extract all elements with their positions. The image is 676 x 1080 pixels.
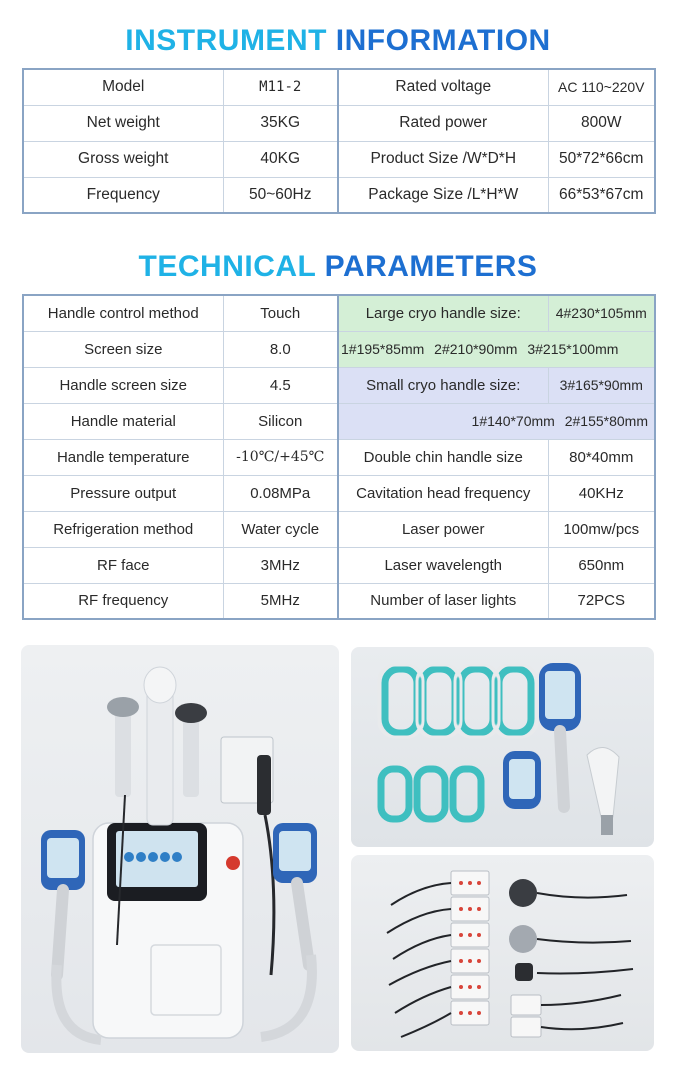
param-label: Handle screen size [23,367,223,403]
param-value: 72PCS [548,583,655,619]
table-row [23,141,655,177]
param-value: 8.0 [223,331,338,367]
heading-word: PARAMETERS [324,250,538,283]
param-label: Laser power [338,511,548,547]
table-row [23,475,655,511]
size-value: 3#215*100mm [527,341,619,357]
table-row [23,547,655,583]
param-value: Water cycle [223,511,338,547]
heading-word: TECHNICAL [138,250,316,283]
param-value: 5MHz [223,583,338,619]
spec-value: M11-2 [223,69,338,105]
table-row [23,331,655,367]
spec-value: 50~60Hz [223,177,338,213]
param-value: 40KHz [548,475,655,511]
param-label: Screen size [23,331,223,367]
table-row [23,439,655,475]
table-row [23,583,655,619]
param-label: Pressure output [23,475,223,511]
cryo-pads-illustration [351,647,654,847]
size-value: 1#140*70mm [471,413,555,429]
param-label: Handle material [23,403,223,439]
machine-photo [21,645,339,1053]
size-value: 2#155*80mm [564,413,648,429]
laser-accessories-photo [351,855,654,1051]
laser-pads-illustration [351,855,654,1051]
small-cryo-label: Small cryo handle size: [338,367,548,403]
param-value: 0.08MPa [223,475,338,511]
param-label: Refrigeration method [23,511,223,547]
technical-parameters-heading [0,250,676,284]
table-row [23,367,655,403]
spec-label: Frequency [23,177,223,213]
spec-label: Rated power [338,105,548,141]
heading-word: INFORMATION [335,24,551,57]
param-value: -10℃/+45℃ [223,439,338,475]
param-label: Cavitation head frequency [338,475,548,511]
size-value: 1#195*85mm [341,341,425,357]
instrument-information-heading [0,24,676,58]
spec-value: 35KG [223,105,338,141]
spec-value: 40KG [223,141,338,177]
param-value: 650nm [548,547,655,583]
param-label: Number of laser lights [338,583,548,619]
table-row [23,105,655,141]
table-row [23,403,655,439]
spec-value: AC 110~220V [548,69,655,105]
heading-word: INSTRUMENT [125,24,327,57]
param-label: Double chin handle size [338,439,548,475]
param-value: 3#165*90mm [548,367,655,403]
param-value: 4#230*105mm [548,295,655,331]
table-row [23,69,655,105]
spec-value: 50*72*66cm [548,141,655,177]
param-value: 3MHz [223,547,338,583]
large-cryo-label: Large cryo handle size: [338,295,548,331]
param-value: 80*40mm [548,439,655,475]
spec-label: Package Size /L*H*W [338,177,548,213]
spec-value: 66*53*67cm [548,177,655,213]
machine-illustration [21,645,339,1053]
param-label: Handle control method [23,295,223,331]
small-cryo-sizes [338,403,655,439]
spec-label: Net weight [23,105,223,141]
spec-value: 800W [548,105,655,141]
instrument-info-table [22,68,656,214]
size-value: 2#210*90mm [434,341,518,357]
table-row [23,511,655,547]
param-label: Laser wavelength [338,547,548,583]
spec-label: Model [23,69,223,105]
param-label: Handle temperature [23,439,223,475]
cryo-accessories-photo [351,647,654,847]
param-label: RF face [23,547,223,583]
table-row [23,177,655,213]
spec-label: Rated voltage [338,69,548,105]
param-value: Silicon [223,403,338,439]
param-value: 4.5 [223,367,338,403]
technical-parameters-table [22,294,656,620]
spec-label: Gross weight [23,141,223,177]
param-value: Touch [223,295,338,331]
table-row [23,295,655,331]
large-cryo-sizes [338,331,655,367]
param-label: RF frequency [23,583,223,619]
spec-label: Product Size /W*D*H [338,141,548,177]
param-value: 100mw/pcs [548,511,655,547]
